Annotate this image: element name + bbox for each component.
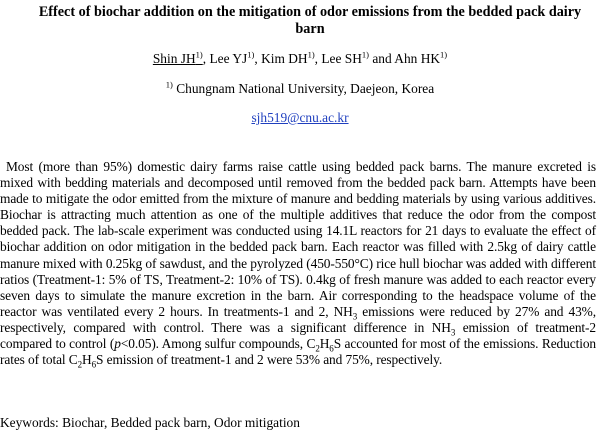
abstract-text: emission of treatment-2 compared to control ( <box>0 319 596 352</box>
author-name: Lee SH <box>321 51 362 66</box>
author-affiliation-mark: 1) <box>440 49 448 60</box>
affiliation-mark: 1) <box>165 79 173 90</box>
email-link[interactable]: sjh519@cnu.ac.kr <box>251 110 349 125</box>
author-name: Shin JH <box>152 51 196 66</box>
keywords-line: Keywords: Biochar, Bedded pack barn, Odor mitigation <box>0 415 300 430</box>
subscript: 6 <box>91 359 96 370</box>
author-affiliation-mark: 1) <box>195 49 203 60</box>
author-name: Lee YJ <box>209 51 248 66</box>
abstract-text: S accounted for most of the emissions. Reduction rates of total C <box>0 336 597 368</box>
abstract-text: H <box>82 352 92 368</box>
affiliation <box>0 80 600 97</box>
author-separator: , <box>202 51 210 66</box>
abstract-text: H <box>319 336 330 352</box>
subscript: 3 <box>450 327 456 338</box>
email-line <box>0 109 600 126</box>
subscript: 2 <box>77 359 83 370</box>
author-and: and <box>369 51 395 66</box>
italic-p: p <box>114 336 121 352</box>
paper-title: Effect of biochar addition on the mitigation of odor emissions from the bedded pack dairy barn <box>38 4 582 37</box>
author-name: Kim DH <box>261 51 308 66</box>
author-name: Ahn HK <box>394 51 441 66</box>
abstract-text: S emission of treatment-1 and 2 were 53% and 75%, respectively. <box>96 352 443 368</box>
author-list <box>0 50 600 67</box>
author-affiliation-mark: 1) <box>361 49 369 60</box>
author-separator: , <box>314 51 322 66</box>
subscript: 2 <box>315 343 320 354</box>
subscript: 6 <box>329 343 334 354</box>
author-first <box>153 51 203 66</box>
abstract-text: emissions were reduced by 27% and 43%, respectively, compared with control. There was a significant difference in NH <box>0 303 596 335</box>
affiliation-text: Chungnam National University, Daejeon, Korea <box>172 81 435 96</box>
abstract-text: Most (more than 95%) domestic dairy farms raise cattle using bedded pack barns. The manure excreted is mixed with bedding materials and decomposed until removed from the bedded pack barn. Attempts have been made to mitigate the odor emitted from the mixture of manure and bedding materials by using various additives. Biochar is attracting much attention as one of the multiple additives that reduce the odor from the compost bedded pack. The lab-scale experiment was conducted using 14.1L reactors for 21 days to evaluate the effect of biochar addition on odor mitigation in the bedded pack barn. Each reactor was filled with 2.5kg of dairy cattle manure mixed with 0.25kg of sawdust, and the pyrolyzed (450-550°C) rice hull biochar was added with different ratios (Treatment-1: 5% of TS, Treatment-2: 10% of TS). 0.4kg of fresh manure was added to each reactor every seven days to simulate the manure excretion in the barn. Air corresponding to the headspace volume of the reactor was ventilated every 2 hours. In treatments-1 and 2, NH <box>0 159 596 319</box>
author-separator: , <box>254 51 262 66</box>
subscript: 3 <box>352 311 358 322</box>
author-affiliation-mark: 1) <box>247 49 255 60</box>
abstract-body <box>0 159 596 368</box>
abstract-text: <0.05). Among sulfur compounds, C <box>120 336 316 352</box>
author-affiliation-mark: 1) <box>307 49 315 60</box>
